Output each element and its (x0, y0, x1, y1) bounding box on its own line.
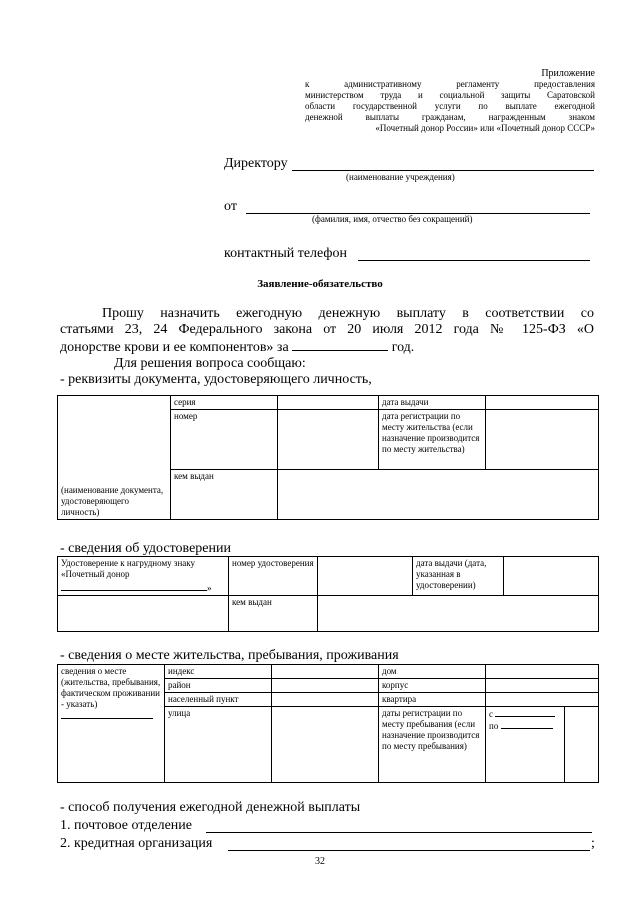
doc-name-label: (наименование документа, удостоверяющего личность) (58, 470, 171, 520)
to-date-field[interactable] (501, 720, 553, 729)
body-line: Для решения вопроса сообщаю: (114, 356, 306, 371)
district-value[interactable] (272, 679, 379, 693)
appendix-line: области государственной услуги по выплате ежегодной (305, 101, 595, 111)
certificate-text: Удостоверение к нагрудному знаку «Почетный донор (61, 558, 196, 579)
phone-label: контактный телефон (224, 246, 347, 261)
appendix-block (305, 68, 595, 134)
year-field[interactable] (292, 338, 388, 351)
page-number: 32 (315, 856, 325, 867)
from-label: от (224, 199, 237, 214)
issued-by-value[interactable] (278, 470, 599, 520)
document-title: Заявление-обязательство (257, 278, 383, 290)
cert-issued-by-label: кем выдан (229, 596, 318, 632)
from-date-field[interactable] (495, 708, 555, 717)
body-paragraph (60, 306, 594, 388)
index-label: индекс (165, 665, 272, 679)
identity-document-table (57, 395, 599, 520)
section-heading: - способ получения ежегодной денежной выплаты (60, 800, 361, 815)
body-line: статьями 23, 24 Федерального закона от 20 июля 2012 года № 125-ФЗ «О (60, 322, 594, 337)
certificate-label (58, 557, 229, 596)
issued-by-label: кем выдан (171, 470, 278, 520)
appendix-line: к административному регламенту предоставления (305, 79, 595, 89)
cert-number-value[interactable] (318, 557, 413, 596)
flat-value[interactable] (486, 693, 599, 707)
to-label: по (489, 721, 499, 731)
house-value[interactable] (486, 665, 599, 679)
street-value[interactable] (272, 707, 379, 783)
doc-name-cell (58, 396, 171, 470)
house-label: дом (379, 665, 486, 679)
certificate-field[interactable] (61, 580, 207, 591)
appendix-line: министерством труда и социальной защиты Саратовской (305, 90, 595, 100)
credit-org-field[interactable] (228, 850, 590, 851)
cert-issued-by-value[interactable] (318, 596, 599, 632)
number-label: номер (171, 410, 278, 470)
body-line: Прошу назначить ежегодную денежную выплату в соответствии со (102, 306, 594, 321)
section-heading: - реквизиты документа, удостоверяющего личность, (60, 372, 372, 387)
building-label: корпус (379, 679, 486, 693)
option-end: ; (591, 836, 595, 851)
certificate-blank (58, 596, 229, 632)
place-label (58, 665, 165, 783)
settlement-value[interactable] (272, 693, 379, 707)
reg-date-value[interactable] (486, 410, 599, 470)
index-value[interactable] (272, 665, 379, 679)
appendix-line: денежной выплаты гражданам, награжденным знаком (305, 112, 595, 122)
building-value[interactable] (486, 679, 599, 693)
director-field[interactable] (292, 170, 594, 171)
cert-number-label: номер удостоверения (229, 557, 318, 596)
post-office-field[interactable] (206, 832, 592, 833)
section-heading: - сведения о месте жительства, пребывания, проживания (60, 648, 399, 663)
settlement-label: населенный пункт (165, 693, 272, 707)
cert-date-label: дата выдачи (дата, указанная в удостоверении) (413, 557, 504, 596)
appendix-line: «Почетный донор России» или «Почетный донор СССР» (375, 123, 595, 133)
stay-dates-value[interactable] (486, 707, 565, 783)
section-heading: - сведения об удостоверении (60, 541, 231, 556)
body-text: год. (391, 340, 415, 355)
stay-dates-label: даты регистрации по месту пребывания (если назначение производится по месту пребывания) (379, 707, 486, 783)
flat-label: квартира (379, 693, 486, 707)
appendix-title: Приложение (541, 68, 595, 79)
from-label: с (489, 709, 493, 719)
issue-date-value[interactable] (486, 396, 599, 410)
director-label: Директору (224, 156, 288, 171)
body-line (60, 338, 594, 356)
street-label: улица (165, 707, 272, 783)
series-value[interactable] (278, 396, 379, 410)
certificate-table (57, 556, 599, 632)
cert-date-value[interactable] (504, 557, 599, 596)
place-text: сведения о месте (жительства, пребывания, фактическом проживании - указать) (61, 666, 161, 709)
reg-date-label: дата регистрации по месту жительства (если назначение производится по месту жительства) (379, 410, 486, 470)
from-hint: (фамилия, имя, отчество без сокращений) (312, 214, 473, 224)
phone-field[interactable] (358, 260, 590, 261)
stay-dates-extra (565, 707, 599, 783)
place-field[interactable] (61, 710, 153, 719)
option-credit-org: 2. кредитная организация (60, 836, 213, 851)
issue-date-label: дата выдачи (379, 396, 486, 410)
certificate-text: » (207, 583, 212, 593)
number-value[interactable] (278, 410, 379, 470)
body-text: донорстве крови и ее компонентов» за (60, 340, 289, 355)
series-label: серия (171, 396, 278, 410)
director-hint: (наименование учреждения) (346, 172, 455, 182)
residence-table (57, 664, 599, 783)
district-label: район (165, 679, 272, 693)
option-post-office: 1. почтовое отделение (60, 818, 192, 833)
